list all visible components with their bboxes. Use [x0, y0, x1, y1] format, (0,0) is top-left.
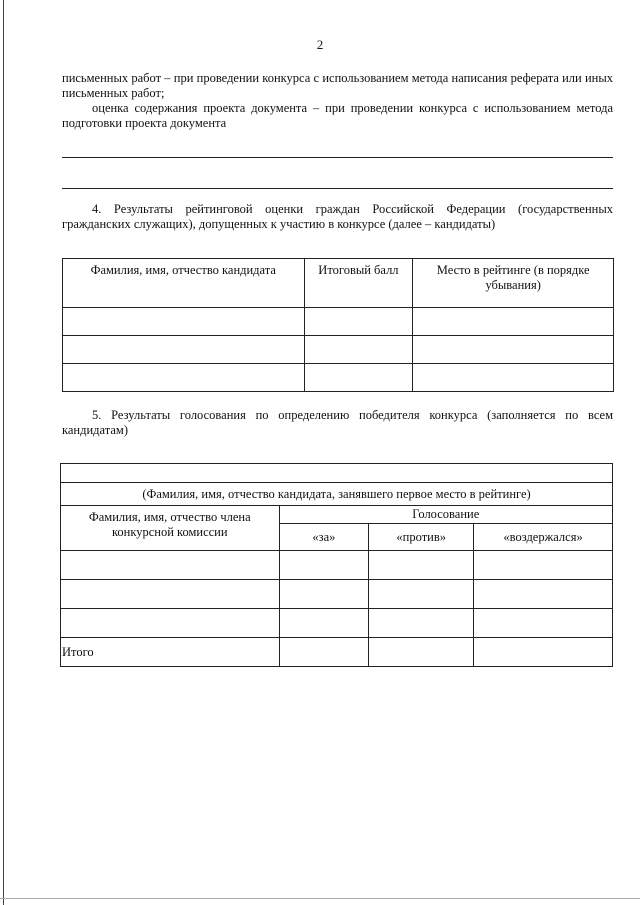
table-header-row: [61, 506, 613, 524]
winner-name-row: [61, 464, 613, 483]
table-cell: [413, 364, 614, 392]
table-cell: [474, 609, 613, 638]
table-cell: [474, 638, 613, 667]
page-bottom-edge: [0, 898, 640, 899]
total-label: Итого: [61, 638, 280, 667]
page-number: 2: [316, 37, 324, 52]
paragraph-line: письменных работ – при проведении конкурса с использованием метода написания реферата или иных письменных работ;: [62, 71, 613, 100]
table-row: [63, 364, 614, 392]
table-cell: [369, 609, 474, 638]
total-row: [61, 638, 613, 667]
table-cell: [413, 336, 614, 364]
paragraph-methods: [62, 71, 613, 131]
header-commission-member: Фамилия, имя, отчество члена конкурсной комиссии: [61, 506, 280, 551]
fill-in-line: [62, 188, 613, 189]
winner-name-cell: [61, 464, 613, 483]
table-cell: [279, 609, 369, 638]
table-cell: [61, 609, 280, 638]
table-cell: [369, 638, 474, 667]
table-cell: [61, 551, 280, 580]
header-candidate-name: Фамилия, имя, отчество кандидата: [63, 259, 305, 308]
table-cell: [63, 336, 305, 364]
table-row: [61, 551, 613, 580]
table-cell: [474, 580, 613, 609]
rating-table: [62, 258, 614, 392]
section-4-text: 4. Результаты рейтинговой оценки граждан Российской Федерации (государственных гражданских служащих), допущенных к участию в конкурсе (далее – кандидаты): [62, 202, 613, 231]
winner-note-row: [61, 483, 613, 506]
header-rating-place: Место в рейтинге (в порядке убывания): [413, 259, 614, 308]
header-total-score: Итоговый балл: [304, 259, 413, 308]
winner-note: (Фамилия, имя, отчество кандидата, занявшего первое место в рейтинге): [61, 483, 613, 506]
table-header-row: [63, 259, 614, 308]
paragraph-line: оценка содержания проекта документа – при проведении конкурса с использованием метода подготовки проекта документа: [62, 101, 613, 130]
table-cell: [63, 308, 305, 336]
header-voting: Голосование: [279, 506, 612, 524]
table-cell: [279, 638, 369, 667]
table-cell: [369, 551, 474, 580]
table-row: [63, 308, 614, 336]
table-cell: [279, 551, 369, 580]
table-cell: [279, 580, 369, 609]
header-vote-for: «за»: [279, 524, 369, 551]
table-cell: [474, 551, 613, 580]
table-cell: [61, 580, 280, 609]
header-vote-against: «против»: [369, 524, 474, 551]
table-row: [63, 336, 614, 364]
table-cell: [304, 336, 413, 364]
table-cell: [413, 308, 614, 336]
voting-table: [60, 463, 613, 667]
table-cell: [304, 308, 413, 336]
table-row: [61, 609, 613, 638]
fill-in-line: [62, 157, 613, 158]
table-cell: [369, 580, 474, 609]
table-cell: [304, 364, 413, 392]
section-5-text: 5. Результаты голосования по определению победителя конкурса (заполняется по всем кандидатам): [62, 408, 613, 437]
table-row: [61, 580, 613, 609]
header-vote-abstain: «воздержался»: [474, 524, 613, 551]
page-left-edge: [3, 0, 4, 905]
table-cell: [63, 364, 305, 392]
